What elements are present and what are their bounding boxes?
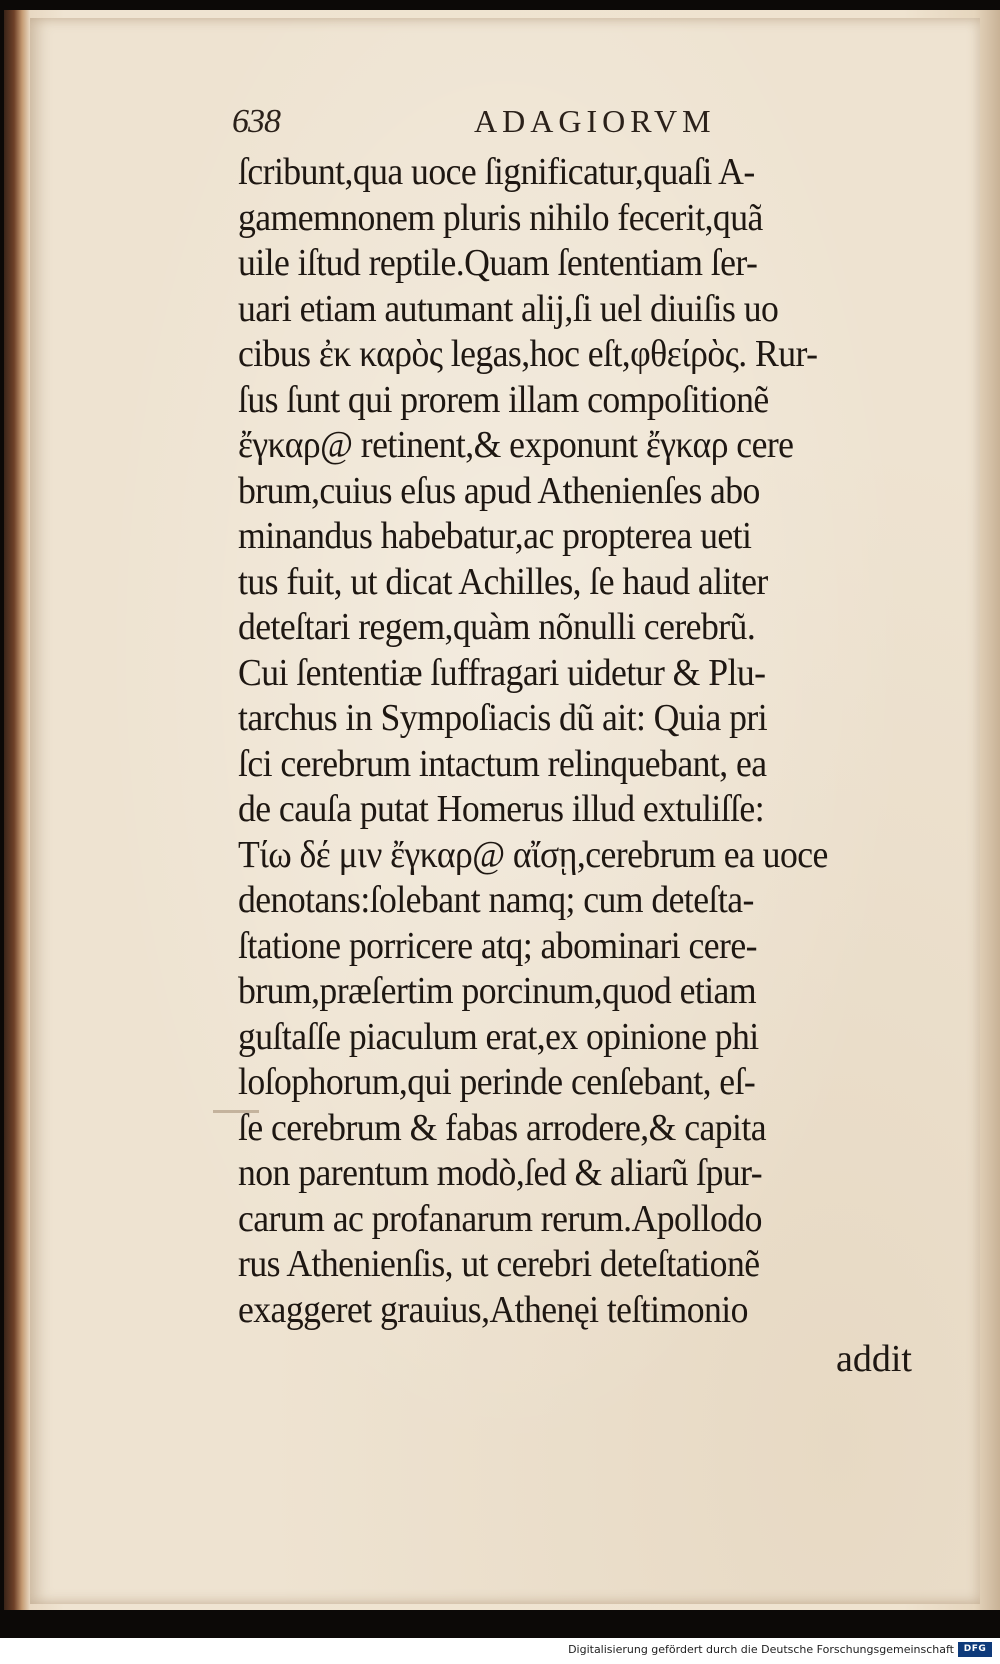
footer-bar	[0, 1638, 1000, 1664]
footer-credit: Digitalisierung gefördert durch die Deutsche Forschungsgemeinschaft	[568, 1643, 954, 1656]
text-line: guſtaſſe piaculum erat,ex opinione phi	[238, 1015, 759, 1058]
text-line: Τίω δέ μιν ἔγκαρ@ αἴσῃ,cerebrum ea uoce	[238, 833, 828, 876]
text-line: carum ac profanarum rerum.Apollodo	[238, 1197, 762, 1240]
text-line: non parentum modò,ſed & aliarũ ſpur-	[238, 1152, 763, 1194]
dfg-logo-icon: DFG	[958, 1642, 992, 1657]
text-line: tarchus in Sympoſiacis dũ ait: Quia pri	[238, 697, 768, 739]
text-line: cibus ἐκ καρὸς legas,hoc eſt,φθείρὸς. Rur-	[238, 333, 818, 375]
body-text	[238, 150, 928, 1333]
text-line: ſtatione porricere atq; abominari cere-	[238, 924, 757, 967]
page-number: 638	[232, 103, 280, 140]
text-line: ſe cerebrum & fabas arrodere,& capita	[238, 1106, 767, 1149]
text-line: ſus ſunt qui prorem illam compoſitionẽ	[238, 378, 769, 421]
text-line: gamemnonem pluris nihilo fecerit,quã	[238, 196, 763, 239]
text-line: uari etiam autumant alij,ſi uel diuiſis uo	[238, 287, 779, 330]
text-line: ſci cerebrum intactum relinquebant, ea	[238, 742, 767, 785]
text-line: Cui ſententiæ ſuffragari uidetur & Plu-	[238, 651, 766, 694]
text-line: uile iſtud reptile.Quam ſententiam ſer-	[238, 242, 758, 284]
text-line: loſophorum,qui perinde cenſebant, eſ-	[238, 1061, 756, 1103]
text-line: minandus habebatur,ac propterea ueti	[238, 515, 752, 557]
text-line: rus Athenienſis, ut cerebri deteſtationẽ	[238, 1243, 760, 1285]
text-line: deteſtari regem,quàm nõnulli cerebrũ.	[238, 606, 756, 648]
text-line: tus fuit, ut dicat Achilles, ſe haud aliter	[238, 560, 768, 603]
text-line: denotans:ſolebant namq; cum deteſta-	[238, 879, 754, 921]
text-line: de cauſa putat Homerus illud extuliſſe:	[238, 788, 765, 830]
text-line: brum,præſertim porcinum,quod etiam	[238, 970, 757, 1012]
catchword: addit	[836, 1338, 912, 1380]
text-line: ἔγκαρ@ retinent,& exponunt ἔγκαρ cere	[238, 424, 794, 466]
running-head: ADAGIORVM	[474, 103, 716, 139]
text-line: ſcribunt,qua uoce ſignificatur,quaſi A-	[238, 151, 755, 193]
text-line: brum,cuius eſus apud Athenienſes abo	[238, 469, 760, 512]
text-line: exaggeret grauius,Athenęi teſtimonio	[238, 1288, 748, 1331]
